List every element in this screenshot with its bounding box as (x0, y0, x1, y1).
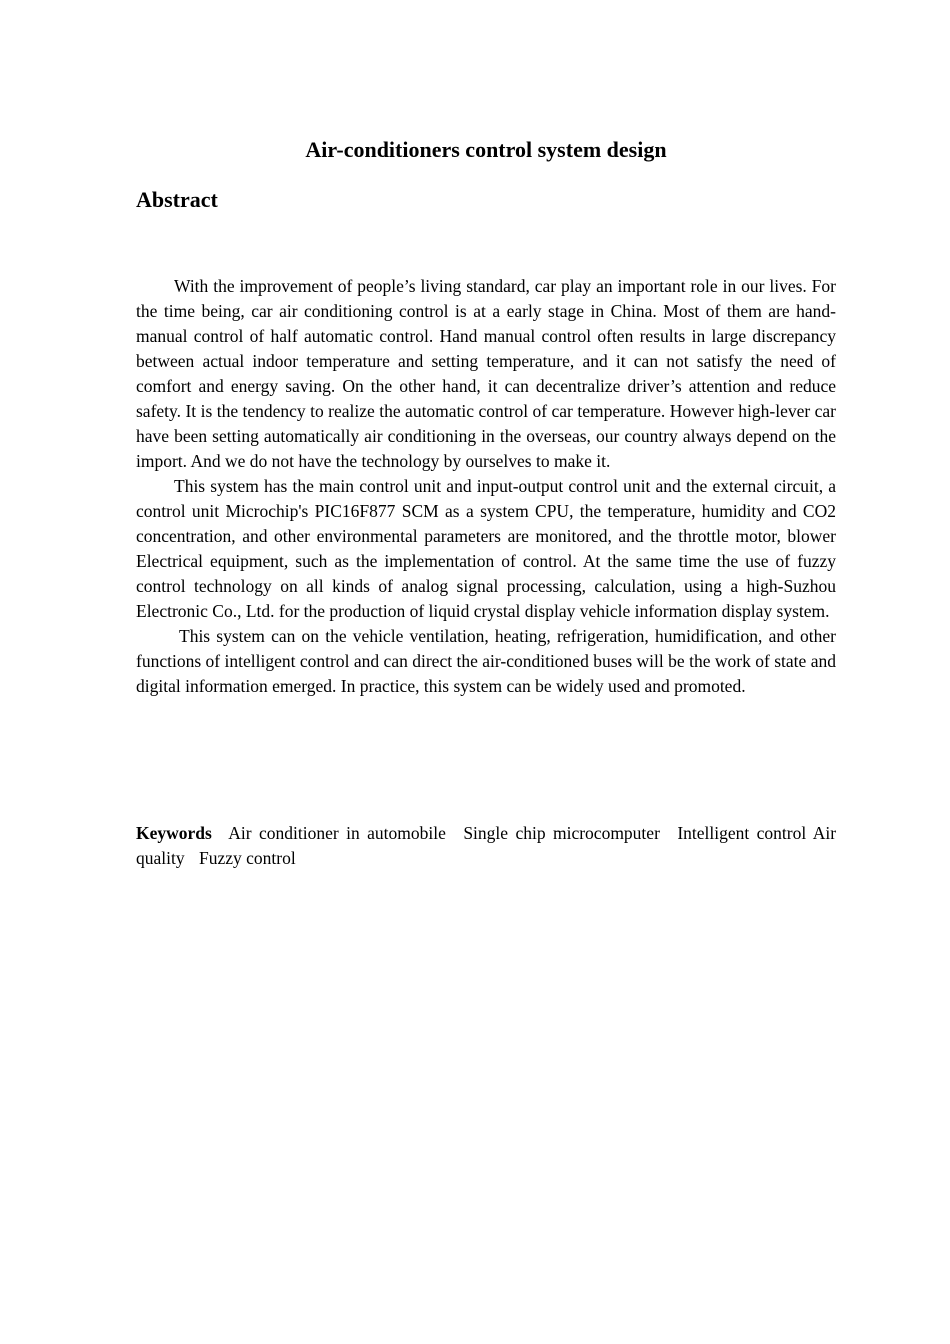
keyword-item: Air quality (136, 823, 837, 868)
abstract-paragraph-3: This system can on the vehicle ventilation, heating, refrigeration, humidification, and other functions of intelligent control and can direct the air-conditioned buses will be the work of state and digital information emerged. In practice, this system can be widely used and promoted. (136, 626, 836, 696)
abstract-paragraph-2: This system has the main control unit and input-output control unit and the external circuit, a control unit Microchip's PIC16F877 SCM as a system CPU, the temperature, humidity and CO2 concentration, and other environmental parameters are monitored, and the throttle motor, blower Electrical equipment, such as the implementation of control. At the same time the use of fuzzy control technology on all kinds of analog signal processing, calculation, using a high-Suzhou Electronic Co., Ltd. for the production of liquid crystal display vehicle information display system. (136, 476, 836, 621)
keyword-item: Intelligent control (677, 823, 807, 843)
keyword-item: Single chip microcomputer (463, 823, 660, 843)
abstract-paragraph-1: With the improvement of people’s living standard, car play an important role in our lives. For the time being, car air conditioning control is at a early stage in China. Most of them are hand-manual control of half automatic control. Hand manual control often results in large discrepancy between actual indoor temperature and setting temperature, and it can not satisfy the need of comfort and energy saving. On the other hand, it can decentralize driver’s attention and reduce safety. It is the tendency to realize the automatic control of car temperature. However high-lever car have been setting automatically air conditioning in the overseas, our country always depend on the import. And we do not have the technology by ourselves to make it. (136, 276, 836, 471)
document-title: Air-conditioners control system design (305, 137, 667, 162)
keyword-item: Air conditioner in automobile (228, 823, 446, 843)
keyword-item: Fuzzy control (198, 848, 296, 868)
abstract-heading: Abstract (136, 187, 218, 212)
abstract-body (136, 274, 836, 699)
keywords-section (136, 821, 836, 871)
keywords-label: Keywords (136, 823, 212, 843)
